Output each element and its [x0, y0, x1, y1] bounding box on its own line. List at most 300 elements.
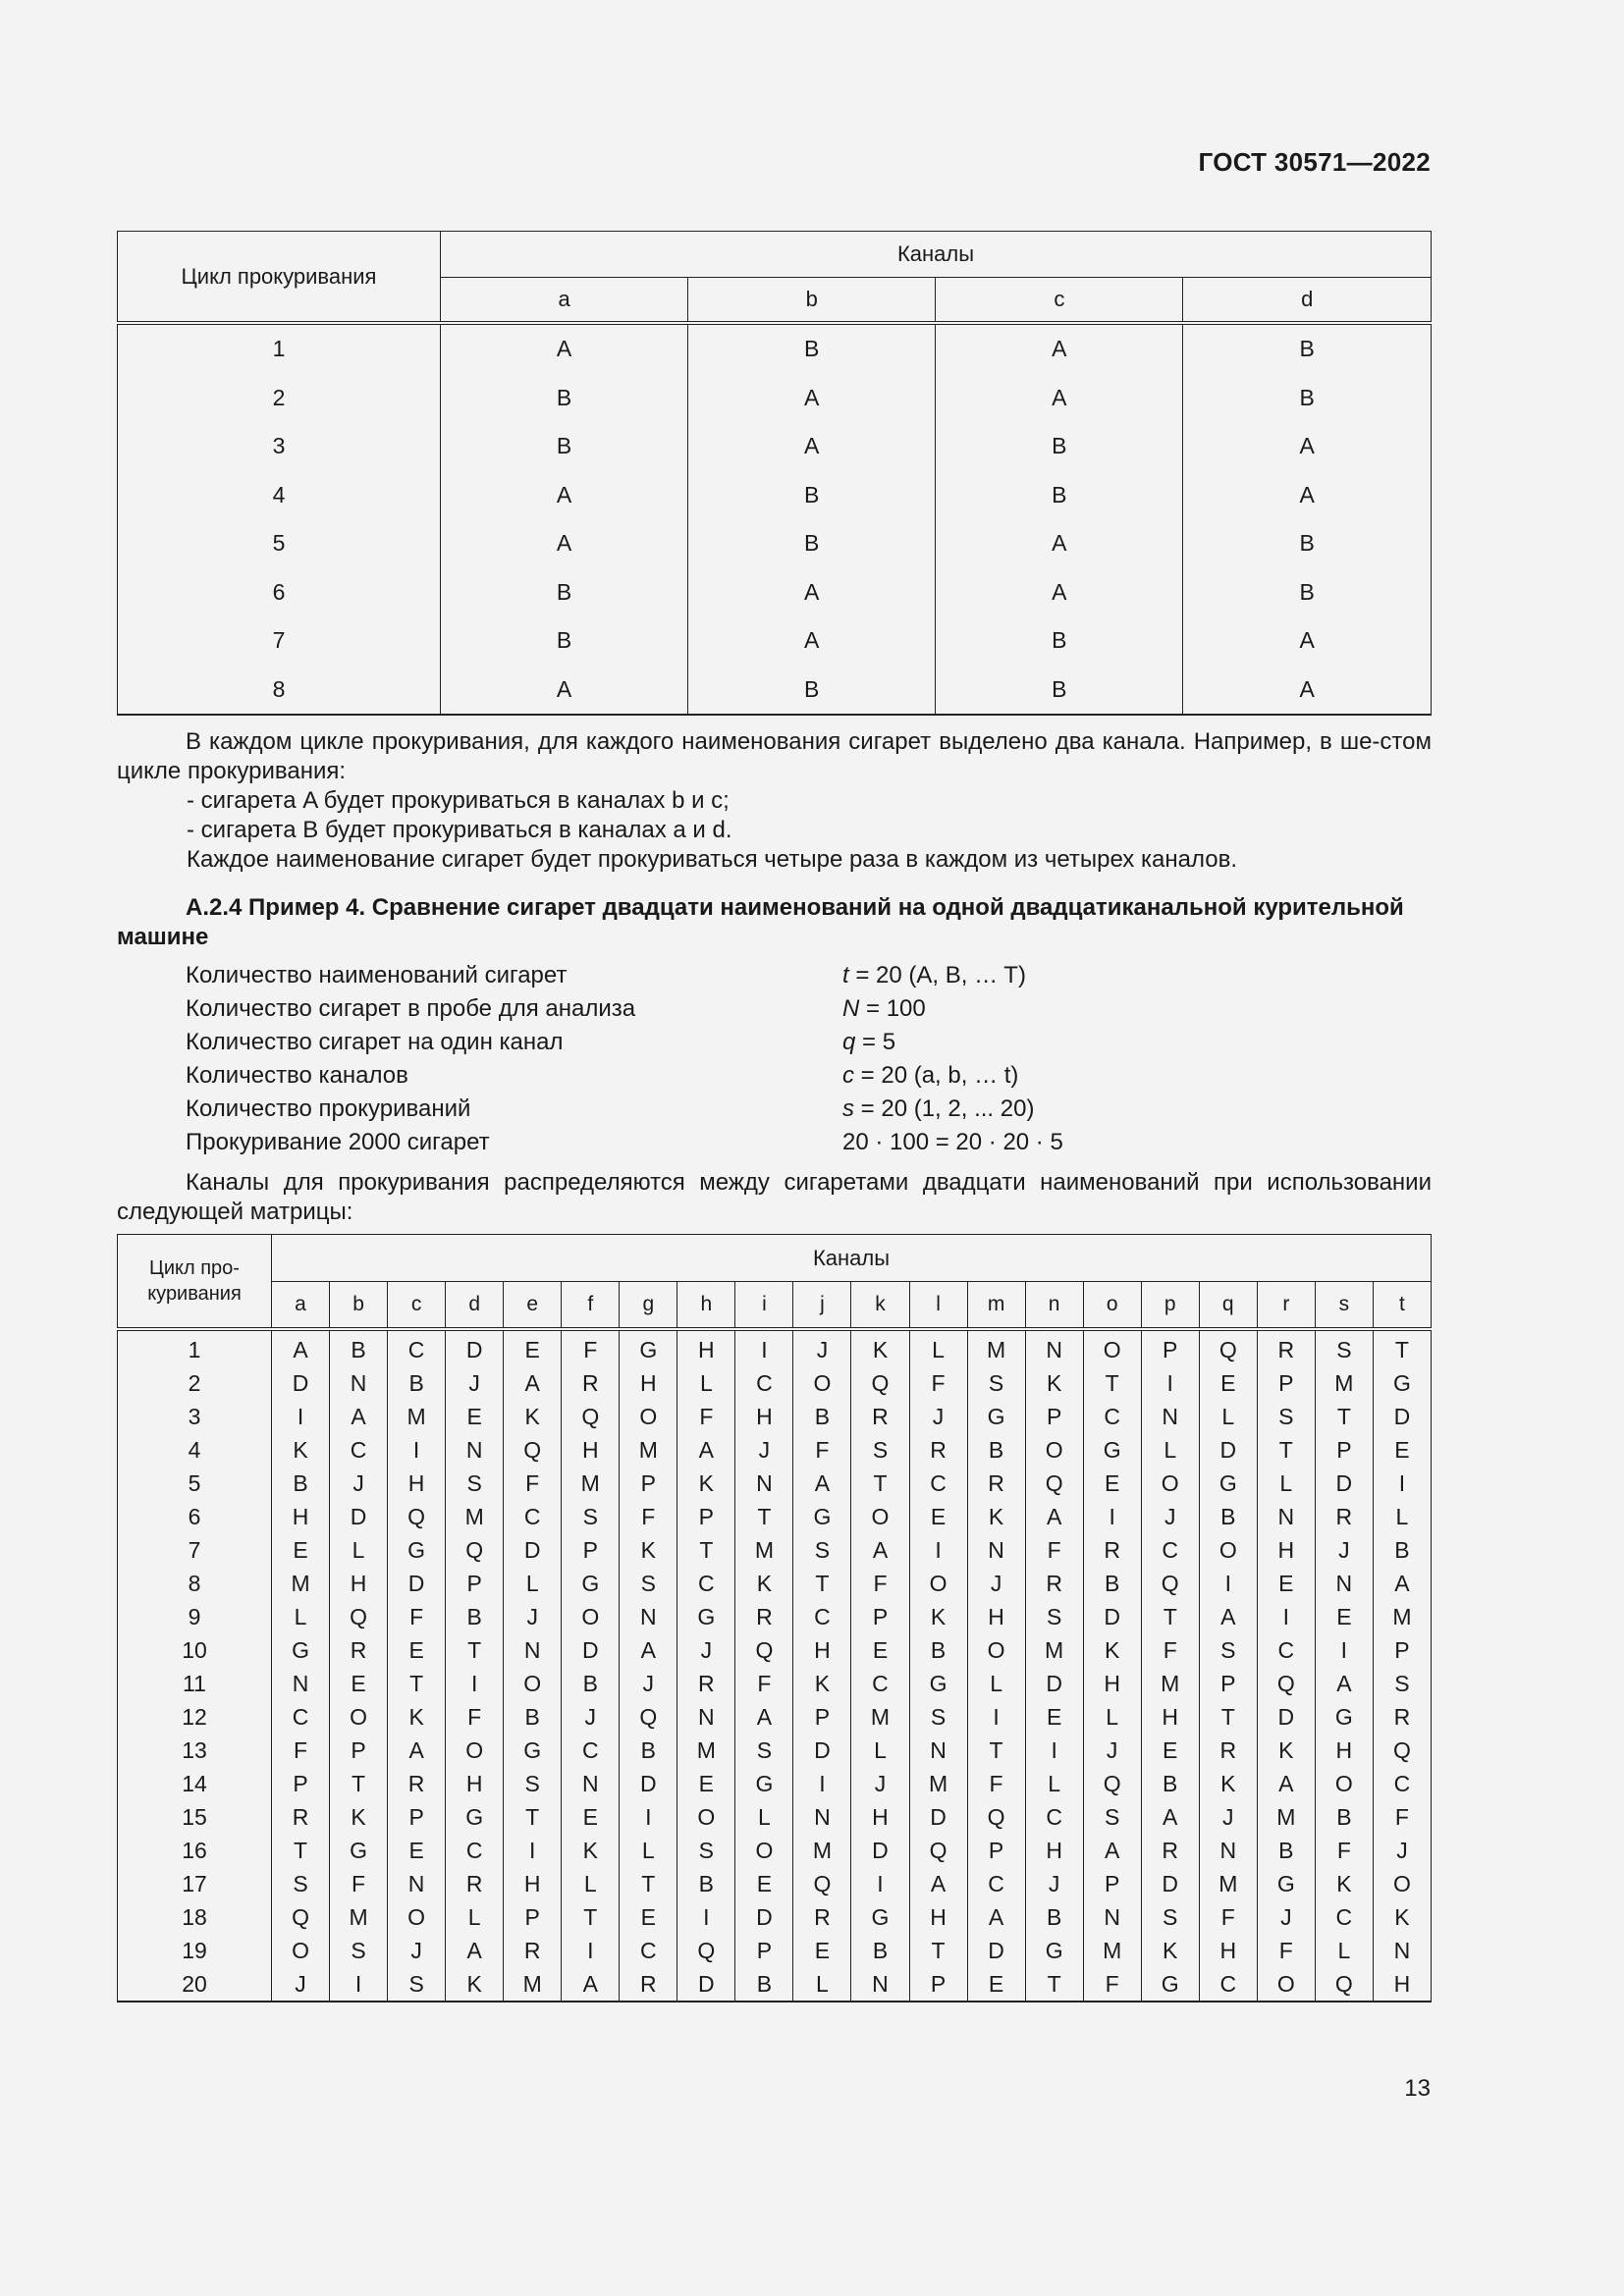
table-cell: F: [1315, 1834, 1373, 1867]
table-cell: J: [735, 1433, 793, 1467]
table-cell: C: [330, 1433, 388, 1467]
table-cell: P: [330, 1734, 388, 1767]
cycle-number-cell: 6: [118, 1500, 272, 1533]
table-cell: K: [1257, 1734, 1315, 1767]
table-row: [118, 1667, 1432, 1700]
table-cell: J: [504, 1600, 562, 1633]
table-cell: Q: [330, 1600, 388, 1633]
table-cell: K: [330, 1800, 388, 1834]
table-cell: L: [735, 1800, 793, 1834]
channel-header-p: p: [1141, 1282, 1199, 1330]
table-cell: B: [936, 666, 1183, 716]
table-cell: S: [1373, 1667, 1431, 1700]
table-cell: O: [446, 1734, 504, 1767]
table-cell: T: [735, 1500, 793, 1533]
page-number: 13: [1404, 2075, 1431, 2102]
cycle-number-cell: 3: [118, 1400, 272, 1433]
table-cell: D: [272, 1366, 330, 1400]
table-cell: Q: [272, 1900, 330, 1934]
table-cell: J: [1025, 1867, 1083, 1900]
table-cell: J: [967, 1567, 1025, 1600]
table-cell: N: [620, 1600, 677, 1633]
table-cell: H: [909, 1900, 967, 1934]
param-value-text: = 100: [859, 995, 926, 1022]
table-cell: D: [1025, 1667, 1083, 1700]
table-cell: B: [677, 1867, 735, 1900]
table-cell: A: [562, 1967, 620, 2002]
table-cell: S: [851, 1433, 909, 1467]
table-cell: S: [620, 1567, 677, 1600]
table-cell: H: [1373, 1967, 1431, 2002]
table-cell: G: [1083, 1433, 1141, 1467]
table-cell: J: [677, 1633, 735, 1667]
table-cell: O: [1025, 1433, 1083, 1467]
table-cell: B: [388, 1366, 446, 1400]
param-value-text: = 20 (1, 2, ... 20): [854, 1095, 1035, 1122]
table-cell: B: [688, 666, 936, 716]
table-cell: R: [1257, 1329, 1315, 1366]
table-cell: G: [1373, 1366, 1431, 1400]
table-cell: E: [677, 1767, 735, 1800]
table-cell: N: [446, 1433, 504, 1467]
table-cell: R: [1199, 1734, 1257, 1767]
param-value: [842, 1093, 1034, 1126]
table-cell: I: [909, 1533, 967, 1567]
list-item-cigarette-b: - сигарета B будет прокуриваться в каналах a и d.: [187, 817, 732, 843]
table-row: [118, 1900, 1432, 1934]
table-cell: T: [446, 1633, 504, 1667]
table-cell: S: [735, 1734, 793, 1767]
table-cell: T: [1199, 1700, 1257, 1734]
table-cell: C: [446, 1834, 504, 1867]
table-cell: N: [1257, 1500, 1315, 1533]
cycle-number-cell: 6: [118, 568, 441, 617]
table-cell: A: [1183, 422, 1432, 471]
table-cell: L: [1083, 1700, 1141, 1734]
table-cell: S: [1257, 1400, 1315, 1433]
table-cell: A: [504, 1366, 562, 1400]
table-cell: I: [562, 1934, 620, 1967]
table-cell: R: [388, 1767, 446, 1800]
table-cell: B: [1199, 1500, 1257, 1533]
table-cell: A: [936, 374, 1183, 423]
table-cell: P: [1257, 1366, 1315, 1400]
cycle-header: [118, 1235, 272, 1330]
table-cell: A: [1315, 1667, 1373, 1700]
table-cell: E: [1257, 1567, 1315, 1600]
table-cell: A: [909, 1867, 967, 1900]
table-cell: R: [620, 1967, 677, 2002]
table-cell: E: [504, 1329, 562, 1366]
channels-header: Каналы: [272, 1235, 1432, 1282]
table-cell: A: [936, 568, 1183, 617]
cycle-number-cell: 19: [118, 1934, 272, 1967]
table-cell: E: [388, 1834, 446, 1867]
param-variable: N: [842, 995, 860, 1022]
table-cell: T: [1373, 1329, 1431, 1366]
table-cell: R: [909, 1433, 967, 1467]
table-cell: J: [1257, 1900, 1315, 1934]
table-cell: C: [677, 1567, 735, 1600]
table-cell: S: [1025, 1600, 1083, 1633]
table-cell: I: [677, 1900, 735, 1934]
table-cell: C: [1025, 1800, 1083, 1834]
table-cell: F: [388, 1600, 446, 1633]
table-cell: O: [735, 1834, 793, 1867]
table-cell: B: [967, 1433, 1025, 1467]
table-cell: A: [1025, 1500, 1083, 1533]
table-cell: N: [388, 1867, 446, 1900]
table-row: [118, 323, 1432, 374]
table-cell: J: [446, 1366, 504, 1400]
table-cell: I: [967, 1700, 1025, 1734]
table-cell: A: [851, 1533, 909, 1567]
table-cell: T: [504, 1800, 562, 1834]
table-cell: B: [446, 1600, 504, 1633]
table-row: [118, 568, 1432, 617]
table-cell: P: [1083, 1867, 1141, 1900]
table-row: [118, 1329, 1432, 1366]
table-cell: O: [272, 1934, 330, 1967]
param-value-text: = 20 (A, B, … T): [848, 962, 1026, 988]
table-cell: Q: [1315, 1967, 1373, 2002]
table-cell: T: [562, 1900, 620, 1934]
table-cell: Q: [1199, 1329, 1257, 1366]
param-value: [842, 992, 926, 1026]
cycle-number-cell: 5: [118, 519, 441, 568]
cycle-number-cell: 4: [118, 1433, 272, 1467]
table-cell: S: [793, 1533, 851, 1567]
param-variable: c: [842, 1062, 854, 1089]
table-cell: N: [909, 1734, 967, 1767]
table-cell: E: [1083, 1467, 1141, 1500]
table-row: [118, 1867, 1432, 1900]
table-cell: O: [1315, 1767, 1373, 1800]
table-cell: P: [620, 1467, 677, 1500]
table-cell: D: [1315, 1467, 1373, 1500]
channel-header-f: f: [562, 1282, 620, 1330]
table-cell: S: [1199, 1633, 1257, 1667]
table-cell: S: [1315, 1329, 1373, 1366]
table-cell: T: [909, 1934, 967, 1967]
table-cell: L: [1373, 1500, 1431, 1533]
param-label: Количество наименований сигарет: [186, 962, 568, 988]
table-cell: G: [388, 1533, 446, 1567]
param-label: Количество сигарет в пробе для анализа: [186, 995, 636, 1022]
table-cell: Q: [562, 1400, 620, 1433]
table-cell: H: [793, 1633, 851, 1667]
table-row: [118, 471, 1432, 520]
table-cell: N: [851, 1967, 909, 2002]
table-cell: K: [1083, 1633, 1141, 1667]
table-cell: F: [504, 1467, 562, 1500]
table-cell: A: [1199, 1600, 1257, 1633]
table-cell: G: [967, 1400, 1025, 1433]
table-cell: I: [620, 1800, 677, 1834]
table-cell: P: [1025, 1400, 1083, 1433]
table-cell: I: [1373, 1467, 1431, 1500]
table-cell: G: [446, 1800, 504, 1834]
table-cell: C: [388, 1329, 446, 1366]
table-cell: L: [851, 1734, 909, 1767]
table-cell: O: [909, 1567, 967, 1600]
table-cell: R: [330, 1633, 388, 1667]
table-cell: Q: [1373, 1734, 1431, 1767]
table-cell: G: [1257, 1867, 1315, 1900]
table-cell: R: [504, 1934, 562, 1967]
table-cell: A: [441, 471, 688, 520]
table-cell: I: [446, 1667, 504, 1700]
table-cell: C: [504, 1500, 562, 1533]
table-row: [118, 1500, 1432, 1533]
table-cell: T: [620, 1867, 677, 1900]
table-cell: F: [1083, 1967, 1141, 2002]
table-cell: N: [504, 1633, 562, 1667]
table-cell: I: [330, 1967, 388, 2002]
table-cell: O: [1199, 1533, 1257, 1567]
table-cell: C: [272, 1700, 330, 1734]
table-cell: R: [793, 1900, 851, 1934]
paragraph-four-times: Каждое наименование сигарет будет прокуриваться четыре раза в каждом из четырех каналов.: [187, 846, 1237, 873]
param-label: Количество прокуриваний: [186, 1095, 471, 1122]
table-cell: H: [1199, 1934, 1257, 1967]
table-cell: D: [851, 1834, 909, 1867]
param-label: Количество сигарет на один канал: [186, 1029, 564, 1055]
table-cell: A: [1183, 666, 1432, 716]
table-cell: B: [936, 471, 1183, 520]
section-heading: A.2.4 Пример 4. Сравнение сигарет двадцати наименований на одной двадцатиканальной курительной машине: [117, 894, 1404, 950]
table-cell: T: [272, 1834, 330, 1867]
table-cell: L: [504, 1567, 562, 1600]
table-cell: J: [1141, 1500, 1199, 1533]
table-cell: E: [620, 1900, 677, 1934]
table-cell: B: [1315, 1800, 1373, 1834]
channel-header-e: e: [504, 1282, 562, 1330]
table-cell: S: [504, 1767, 562, 1800]
table-cell: P: [272, 1767, 330, 1800]
table-cell: P: [388, 1800, 446, 1834]
cycle-number-cell: 7: [118, 1533, 272, 1567]
table-cell: A: [1183, 471, 1432, 520]
table-cell: T: [1083, 1366, 1141, 1400]
table-cell: M: [504, 1967, 562, 2002]
table-cell: A: [1083, 1834, 1141, 1867]
cycle-number-cell: 2: [118, 1366, 272, 1400]
table-cell: H: [562, 1433, 620, 1467]
table-cell: Q: [677, 1934, 735, 1967]
table-cell: L: [677, 1366, 735, 1400]
table-cell: L: [967, 1667, 1025, 1700]
table-cell: B: [1183, 323, 1432, 374]
table-cell: M: [967, 1329, 1025, 1366]
table-cell: M: [620, 1433, 677, 1467]
cycle-number-cell: 15: [118, 1800, 272, 1834]
table-row: [118, 1567, 1432, 1600]
table-cell: K: [446, 1967, 504, 2002]
table-cell: E: [272, 1533, 330, 1567]
table-cell: F: [1373, 1800, 1431, 1834]
table-row: [118, 666, 1432, 716]
table-cell: H: [330, 1567, 388, 1600]
table-row: [118, 1633, 1432, 1667]
table-cell: I: [272, 1400, 330, 1433]
table-cell: O: [504, 1667, 562, 1700]
cycle-number-cell: 9: [118, 1600, 272, 1633]
table-cell: G: [1141, 1967, 1199, 2002]
table-cell: K: [793, 1667, 851, 1700]
table-row: [118, 1834, 1432, 1867]
param-value-text: = 20 (a, b, … t): [854, 1062, 1019, 1089]
table-cell: A: [441, 323, 688, 374]
table-cell: S: [909, 1700, 967, 1734]
table-cell: H: [1025, 1834, 1083, 1867]
table-row: [118, 1433, 1432, 1467]
channel-header-b: b: [330, 1282, 388, 1330]
table-cell: O: [1257, 1967, 1315, 2002]
param-variable: t: [842, 962, 849, 988]
table-cell: G: [677, 1600, 735, 1633]
table-cell: G: [909, 1667, 967, 1700]
table-cell: D: [504, 1533, 562, 1567]
cycle-number-cell: 2: [118, 374, 441, 423]
table-cell: L: [1141, 1433, 1199, 1467]
table-cell: F: [851, 1567, 909, 1600]
channel-header-n: n: [1025, 1282, 1083, 1330]
table-cell: R: [1083, 1533, 1141, 1567]
table-cell: D: [735, 1900, 793, 1934]
table-cell: P: [967, 1834, 1025, 1867]
table-cell: P: [677, 1500, 735, 1533]
table-cell: B: [1257, 1834, 1315, 1867]
table-cell: B: [441, 616, 688, 666]
table-cell: H: [388, 1467, 446, 1500]
table-row: [118, 374, 1432, 423]
table-cell: R: [1373, 1700, 1431, 1734]
table-cell: E: [1315, 1600, 1373, 1633]
table-cell: K: [1199, 1767, 1257, 1800]
table-cell: B: [1183, 568, 1432, 617]
table-cell: K: [272, 1433, 330, 1467]
table-cell: R: [1141, 1834, 1199, 1867]
table-cell: F: [909, 1366, 967, 1400]
table-cell: J: [388, 1934, 446, 1967]
table-cell: C: [1315, 1900, 1373, 1934]
table-cell: N: [1025, 1329, 1083, 1366]
table-cell: O: [967, 1633, 1025, 1667]
table-cell: K: [562, 1834, 620, 1867]
table-cycles-4-channels: [117, 231, 1432, 716]
table-cell: G: [504, 1734, 562, 1767]
table-cell: O: [1141, 1467, 1199, 1500]
table-row: [118, 1533, 1432, 1567]
table-cell: E: [1199, 1366, 1257, 1400]
table-cell: K: [851, 1329, 909, 1366]
channel-header-o: o: [1083, 1282, 1141, 1330]
table-cell: H: [735, 1400, 793, 1433]
table-cell: H: [1315, 1734, 1373, 1767]
table-cell: R: [1315, 1500, 1373, 1533]
table-cell: Q: [1083, 1767, 1141, 1800]
param-variable: q: [842, 1029, 856, 1055]
table-cell: A: [272, 1329, 330, 1366]
table-cell: M: [793, 1834, 851, 1867]
table-cell: H: [967, 1600, 1025, 1633]
table-cell: E: [1025, 1700, 1083, 1734]
table-cell: A: [688, 616, 936, 666]
table-cycles-20-channels: [117, 1234, 1432, 2002]
table-cell: P: [1141, 1329, 1199, 1366]
table-cell: J: [1083, 1734, 1141, 1767]
param-label: Количество каналов: [186, 1062, 408, 1089]
table-cell: D: [620, 1767, 677, 1800]
table-cell: M: [446, 1500, 504, 1533]
table-cell: O: [851, 1500, 909, 1533]
table-cell: P: [446, 1567, 504, 1600]
cycle-number-cell: 1: [118, 1329, 272, 1366]
table-cell: H: [851, 1800, 909, 1834]
table-cell: K: [967, 1500, 1025, 1533]
table-cell: T: [1257, 1433, 1315, 1467]
channel-header-l: l: [909, 1282, 967, 1330]
table-cell: N: [1373, 1934, 1431, 1967]
table-cell: M: [909, 1767, 967, 1800]
table-cell: B: [1141, 1767, 1199, 1800]
param-value-text: 20 · 100 = 20 · 20 · 5: [842, 1129, 1063, 1155]
table-cell: J: [1373, 1834, 1431, 1867]
table-cell: S: [1141, 1900, 1199, 1934]
table-cell: O: [1083, 1329, 1141, 1366]
cycle-number-cell: 7: [118, 616, 441, 666]
cycle-number-cell: 13: [118, 1734, 272, 1767]
table-cell: K: [1025, 1366, 1083, 1400]
table-cell: D: [677, 1967, 735, 2002]
table-cell: J: [909, 1400, 967, 1433]
table-cell: B: [735, 1967, 793, 2002]
table-cell: J: [562, 1700, 620, 1734]
table-cell: I: [1315, 1633, 1373, 1667]
table-cell: T: [1315, 1400, 1373, 1433]
table-cell: C: [967, 1867, 1025, 1900]
table-cell: J: [272, 1967, 330, 2002]
table-cell: S: [388, 1967, 446, 2002]
channel-header-d: d: [1183, 278, 1432, 324]
table-cell: L: [909, 1329, 967, 1366]
table-cell: E: [909, 1500, 967, 1533]
table-cell: R: [446, 1867, 504, 1900]
cycle-number-cell: 11: [118, 1667, 272, 1700]
table-cell: P: [735, 1934, 793, 1967]
table-cell: C: [562, 1734, 620, 1767]
table-cell: P: [1373, 1633, 1431, 1667]
table-cell: A: [688, 374, 936, 423]
table-cell: B: [562, 1667, 620, 1700]
table-cell: Q: [851, 1366, 909, 1400]
channel-header-t: t: [1373, 1282, 1431, 1330]
table-cell: G: [562, 1567, 620, 1600]
table-cell: G: [272, 1633, 330, 1667]
table-cell: N: [1199, 1834, 1257, 1867]
table-cell: A: [620, 1633, 677, 1667]
table-cell: L: [1199, 1400, 1257, 1433]
table-row: [118, 1400, 1432, 1433]
table-cell: C: [851, 1667, 909, 1700]
table-cell: F: [735, 1667, 793, 1700]
table-cell: R: [677, 1667, 735, 1700]
table-cell: M: [388, 1400, 446, 1433]
table-cell: G: [1315, 1700, 1373, 1734]
table-cell: N: [1083, 1900, 1141, 1934]
table-cell: D: [330, 1500, 388, 1533]
